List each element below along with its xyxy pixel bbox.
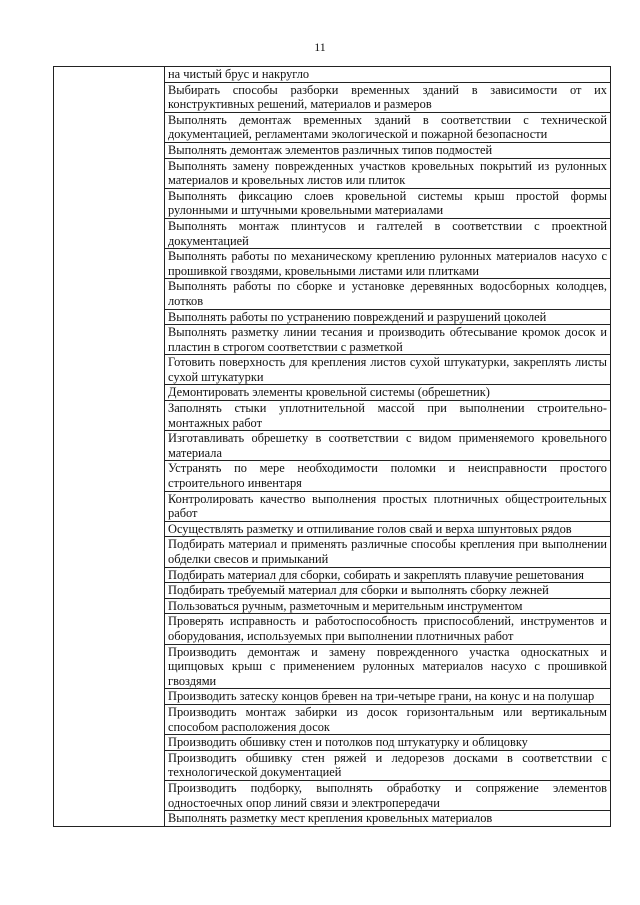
skill-text-cell: Выполнять работы по сборке и установке деревянных водосборных колодцев, лотков — [165, 279, 611, 309]
skill-text-cell: Выполнять фиксацию слоев кровельной системы крыш простой формы рулонными и штучными кровельными материалами — [165, 188, 611, 218]
skill-text-cell: Выполнять работы по механическому креплению рулонных материалов насухо с прошивкой гвоздями, кровельными листами или плитками — [165, 249, 611, 279]
skill-text-cell: Изготавливать обрешетку в соответствии с видом применяемого кровельного материала — [165, 431, 611, 461]
skill-text-cell: Выполнять демонтаж временных зданий в соответствии с технической документацией, регламентами экологической и пожарной безопасности — [165, 112, 611, 142]
skill-text-cell: Производить обшивку стен и потолков под штукатурку и облицовку — [165, 735, 611, 751]
skill-text-cell: Осуществлять разметку и отпиливание голов свай и верха шпунтовых рядов — [165, 521, 611, 537]
skill-text-cell: Пользоваться ручным, разметочным и мерительным инструментом — [165, 598, 611, 614]
skill-text-cell: Производить демонтаж и замену поврежденного участка односкатных и щипцовых крыш с применением рулонных материалов насухо с прошивкой гвоздями — [165, 644, 611, 689]
skill-text-cell: Производить монтаж забирки из досок горизонтальным или вертикальным способом расположения досок — [165, 704, 611, 734]
skill-text-cell: Демонтировать элементы кровельной системы (обрешетник) — [165, 385, 611, 401]
skill-text-cell: Выполнять разметку линии тесания и производить обтесывание кромок досок и пластин в строгом соответствии с разметкой — [165, 325, 611, 355]
skill-text-cell: Заполнять стыки уплотнительной массой при выполнении строительно-монтажных работ — [165, 401, 611, 431]
skill-text-cell: Выбирать способы разборки временных зданий в зависимости от их конструктивных решений, материалов и размеров — [165, 82, 611, 112]
skills-table-body — [54, 67, 611, 827]
empty-left-column-cell — [54, 67, 165, 827]
skill-text-cell: Проверять исправность и работоспособность приспособлений, инструментов и оборудования, используемых при выполнении плотничных работ — [165, 614, 611, 644]
skill-text-cell: Подбирать материал и применять различные способы крепления при выполнении обделки свесов и примыканий — [165, 537, 611, 567]
skills-table — [53, 66, 611, 827]
skill-text-cell: на чистый брус и накругло — [165, 67, 611, 83]
skill-text-cell: Подбирать материал для сборки, собирать и закреплять плавучие решетования — [165, 567, 611, 583]
skill-text-cell: Контролировать качество выполнения простых плотничных общестроительных работ — [165, 491, 611, 521]
skill-text-cell: Производить подборку, выполнять обработку и сопряжение элементов одностоечных опор линий связи и электропередачи — [165, 780, 611, 810]
skill-text-cell: Устранять по мере необходимости поломки и неисправности простого строительного инвентаря — [165, 461, 611, 491]
table-row — [54, 67, 611, 83]
skill-text-cell: Производить затеску концов бревен на три-четыре грани, на конус и на полушар — [165, 689, 611, 705]
skill-text-cell: Выполнять демонтаж элементов различных типов подмостей — [165, 142, 611, 158]
skill-text-cell: Готовить поверхность для крепления листов сухой штукатурки, закреплять листы сухой штукатурки — [165, 355, 611, 385]
page-number: 11 — [314, 40, 326, 54]
skill-text-cell: Подбирать требуемый материал для сборки и выполнять сборку лежней — [165, 583, 611, 599]
skill-text-cell: Производить обшивку стен ряжей и ледорезов досками в соответствии с технологической документацией — [165, 750, 611, 780]
skill-text-cell: Выполнять замену поврежденных участков кровельных покрытий из рулонных материалов и кровельных листов или плиток — [165, 158, 611, 188]
skill-text-cell: Выполнять разметку мест крепления кровельных материалов — [165, 811, 611, 827]
skill-text-cell: Выполнять работы по устранению повреждений и разрушений цоколей — [165, 309, 611, 325]
skill-text-cell: Выполнять монтаж плинтусов и галтелей в соответствии с проектной документацией — [165, 218, 611, 248]
